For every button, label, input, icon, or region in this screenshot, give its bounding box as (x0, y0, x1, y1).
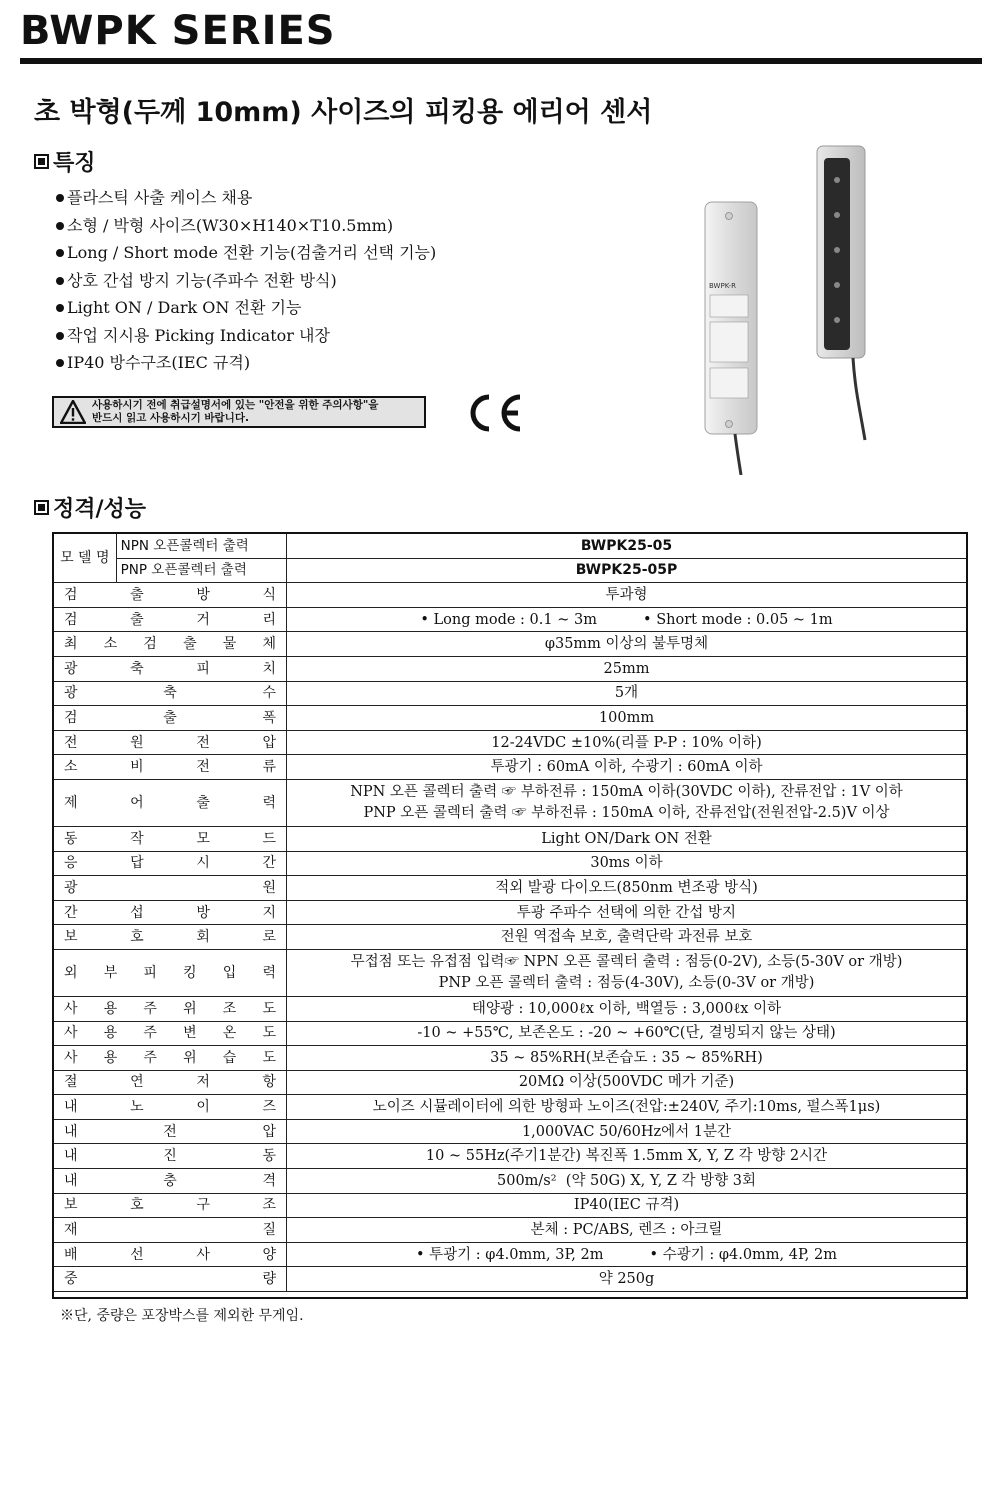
spec-label: 전 원 전 압 (54, 730, 287, 755)
spec-value (287, 1095, 967, 1120)
table-row (54, 1169, 967, 1194)
bullet-icon (56, 249, 64, 257)
table-row (54, 925, 967, 950)
spec-value-line: 태양광 : 10,000ℓx 이하, 백열등 : 3,000ℓx 이하 (471, 1000, 782, 1017)
spec-value (287, 1218, 967, 1243)
spec-value-line: 25mm (603, 660, 650, 677)
spec-value-line: 약 250g (598, 1271, 655, 1288)
spec-value (287, 851, 967, 876)
spec-value (287, 681, 967, 706)
spec-value (287, 1144, 967, 1169)
table-row (54, 1021, 967, 1046)
table-row (54, 900, 967, 925)
spec-label: 재 질 (54, 1218, 287, 1243)
spec-value (287, 1267, 967, 1292)
table-row (54, 1242, 967, 1267)
spec-value-line: 1,000VAC 50/60Hz에서 1분간 (521, 1123, 732, 1140)
spec-value-line: 100mm (598, 709, 655, 726)
bullet-icon (56, 194, 64, 202)
spec-value-line: -10 ~ +55℃, 보존온도 : -20 ~ +60℃(단, 결빙되지 않는 상태) (417, 1025, 836, 1042)
feature-item (56, 186, 436, 214)
feature-text: 플라스틱 사출 케이스 채용 (67, 188, 253, 207)
spec-value-line: PNP 오픈 콜렉터 출력 ☞ 부하전류 : 150mA 이하, 잔류전압(전원전압-2.5)V 이상 (363, 804, 890, 821)
spec-label: 광 원 (54, 876, 287, 901)
spec-label: 내 진 동 (54, 1144, 287, 1169)
spec-value-line: 적외 발광 다이오드(850nm 변조광 방식) (495, 879, 758, 896)
spec-label: 최 소 검 출 물 체 (54, 632, 287, 657)
npn-model-value: BWPK25-05 (287, 534, 967, 559)
spec-value (287, 755, 967, 780)
spec-label: 광 축 수 (54, 681, 287, 706)
spec-value (287, 925, 967, 950)
table-row (54, 876, 967, 901)
spec-value-line: 전원 역접속 보호, 출력단락 과전류 보호 (500, 929, 753, 946)
bullet-icon (56, 222, 64, 230)
square-bullet-icon (34, 154, 49, 169)
table-row (54, 826, 967, 851)
spec-label: 검 출 방 식 (54, 583, 287, 608)
pnp-model-value: BWPK25-05P (287, 558, 967, 583)
table-row (54, 583, 967, 608)
spec-value-line: PNP 오픈 콜렉터 출력 : 점등(4-30V), 소등(0-3V or 개방) (438, 974, 815, 991)
ce-mark-icon (462, 392, 524, 434)
spec-value-line: • 투광기 : φ4.0mm, 3P, 2m • 수광기 : φ4.0mm, 4P, 2m (416, 1246, 837, 1263)
spec-value-line: • Long mode : 0.1 ~ 3m • Short mode : 0.05 ~ 1m (420, 611, 833, 628)
spec-value (287, 706, 967, 731)
warning-triangle-icon (60, 400, 86, 424)
spec-value-line: NPN 오픈 콜렉터 출력 ☞ 부하전류 : 150mA 이하(30VDC 이하), 잔류전압 : 1V 이하 (350, 783, 903, 800)
spec-value (287, 949, 967, 996)
feature-item (56, 269, 436, 297)
spec-label: 보 호 회 로 (54, 925, 287, 950)
table-row (54, 996, 967, 1021)
page-subtitle: 초 박형(두께 10mm) 사이즈의 피킹용 에리어 센서 (34, 97, 653, 128)
specs-heading-label: 정격/성능 (53, 497, 147, 522)
spec-label: 사 용 주 위 조 도 (54, 996, 287, 1021)
feature-text: 소형 / 박형 사이즈(W30×H140×T10.5mm) (67, 215, 394, 235)
table-row (54, 1070, 967, 1095)
feature-item (56, 296, 436, 324)
spec-value (287, 607, 967, 632)
table-row (54, 1095, 967, 1120)
spec-label: 사 용 주 위 습 도 (54, 1046, 287, 1071)
spec-value (287, 996, 967, 1021)
specs-heading (34, 492, 146, 523)
spec-label: 절 연 저 항 (54, 1070, 287, 1095)
spec-label: 응 답 시 간 (54, 851, 287, 876)
feature-item (56, 351, 436, 379)
table-row (54, 607, 967, 632)
table-row (54, 1267, 967, 1292)
bullet-icon (56, 359, 64, 367)
warning-line-2: 반드시 읽고 사용하시기 바랍니다. (92, 412, 249, 424)
table-row (54, 1046, 967, 1071)
square-bullet-icon (34, 500, 49, 515)
spec-label: 제 어 출 력 (54, 779, 287, 826)
spec-value-line: 500m/s² (약 50G) X, Y, Z 각 방향 3회 (497, 1172, 756, 1189)
spec-value (287, 1169, 967, 1194)
product-photo (695, 140, 880, 475)
spec-label: 소 비 전 류 (54, 755, 287, 780)
spec-value (287, 583, 967, 608)
spec-label: 보 호 구 조 (54, 1193, 287, 1218)
spec-value (287, 1046, 967, 1071)
table-row (54, 1218, 967, 1243)
spec-label: 외 부 피 킹 입 력 (54, 949, 287, 996)
warning-line-1: 사용하시기 전에 취급설명서에 있는 "안전을 위한 주의사항"을 (92, 399, 379, 411)
spec-value-line: 20MΩ 이상(500VDC 메가 기준) (518, 1074, 735, 1091)
features-heading-label: 특징 (53, 151, 96, 176)
spec-value (287, 900, 967, 925)
spec-label: 내 전 압 (54, 1119, 287, 1144)
spec-value (287, 1119, 967, 1144)
bullet-icon (56, 332, 64, 340)
features-list (56, 186, 436, 379)
table-row (54, 1119, 967, 1144)
warning-notice (52, 396, 426, 428)
table-row (54, 730, 967, 755)
feature-text: Long / Short mode 전환 기능(검출거리 선택 기능) (67, 243, 437, 262)
spec-value-line: 투광기 : 60mA 이하, 수광기 : 60mA 이하 (490, 759, 763, 776)
feature-text: 상호 간섭 방지 기능(주파수 전환 방식) (67, 270, 337, 290)
table-row (54, 681, 967, 706)
table-row (54, 949, 967, 996)
product-model-label: BWPK-R (709, 282, 736, 290)
spec-value (287, 632, 967, 657)
spec-table (53, 533, 967, 1292)
spec-value-line: 12-24VDC ±10%(리플 P-P : 10% 이하) (491, 734, 762, 751)
spec-value-line: Light ON/Dark ON 전환 (541, 830, 712, 847)
spec-label: 광 축 피 치 (54, 656, 287, 681)
feature-text: IP40 방수구조(IEC 규격) (67, 353, 251, 372)
spec-label: 동 작 모 드 (54, 826, 287, 851)
spec-value-line: 35 ~ 85%RH(보존습도 : 35 ~ 85%RH) (490, 1049, 763, 1066)
series-title: BWPK SERIES (20, 8, 336, 54)
table-row (54, 558, 967, 583)
bullet-icon (56, 277, 64, 285)
spec-value (287, 1242, 967, 1267)
table-row (54, 1144, 967, 1169)
spec-label: 배 선 사 양 (54, 1242, 287, 1267)
spec-label: 중 량 (54, 1267, 287, 1292)
spec-value-line: 투광 주파수 선택에 의한 간섭 방지 (516, 904, 737, 921)
spec-label: 사 용 주 변 온 도 (54, 1021, 287, 1046)
title-rule (20, 58, 982, 64)
spec-value-line: 본체 : PC/ABS, 렌즈 : 아크릴 (530, 1222, 723, 1239)
spec-label: 검 출 폭 (54, 706, 287, 731)
spec-value-line: 10 ~ 55Hz(주기1분간) 복진폭 1.5mm X, Y, Z 각 방향 2시간 (425, 1148, 828, 1165)
spec-value (287, 876, 967, 901)
footnote: ※단, 중량은 포장박스를 제외한 무게임. (60, 1308, 304, 1324)
warning-text (92, 399, 378, 425)
model-name-label: 모 델 명 (54, 534, 117, 583)
spec-value-line: 무접점 또는 유접점 입력☞ NPN 오픈 콜렉터 출력 : 점등(0-2V), 소등(5-30V or 개방) (350, 953, 903, 970)
feature-text: Light ON / Dark ON 전환 기능 (67, 298, 302, 317)
spec-value (287, 1021, 967, 1046)
spec-value-line: 5개 (614, 685, 639, 702)
npn-output-label: NPN 오픈콜렉터 출력 (116, 534, 286, 559)
spec-label: 내 충 격 (54, 1169, 287, 1194)
pnp-output-label: PNP 오픈콜렉터 출력 (116, 558, 286, 583)
spec-value-line: 30ms 이하 (590, 855, 663, 872)
spec-value-line: IP40(IEC 규격) (573, 1197, 680, 1214)
feature-item (56, 214, 436, 242)
table-row (54, 1193, 967, 1218)
table-row (54, 779, 967, 826)
feature-item (56, 241, 436, 269)
spec-label: 간 섭 방 지 (54, 900, 287, 925)
spec-value-line: φ35mm 이상의 불투명체 (544, 636, 709, 653)
table-row (54, 755, 967, 780)
spec-value (287, 656, 967, 681)
spec-value-line: 투과형 (605, 586, 648, 603)
spec-value (287, 826, 967, 851)
feature-item (56, 324, 436, 352)
spec-label: 검 출 거 리 (54, 607, 287, 632)
table-row (54, 534, 967, 559)
bullet-icon (56, 304, 64, 312)
spec-value (287, 779, 967, 826)
spec-value (287, 1193, 967, 1218)
spec-value (287, 730, 967, 755)
table-row (54, 706, 967, 731)
table-row (54, 851, 967, 876)
spec-value-line: 노이즈 시뮬레이터에 의한 방형파 노이즈(전압:±240V, 주기:10ms, 펄스폭1μs) (372, 1099, 881, 1116)
features-heading (34, 146, 96, 177)
table-row (54, 656, 967, 681)
table-row (54, 632, 967, 657)
spec-label: 내 노 이 즈 (54, 1095, 287, 1120)
spec-value (287, 1070, 967, 1095)
feature-text: 작업 지시용 Picking Indicator 내장 (67, 325, 330, 345)
